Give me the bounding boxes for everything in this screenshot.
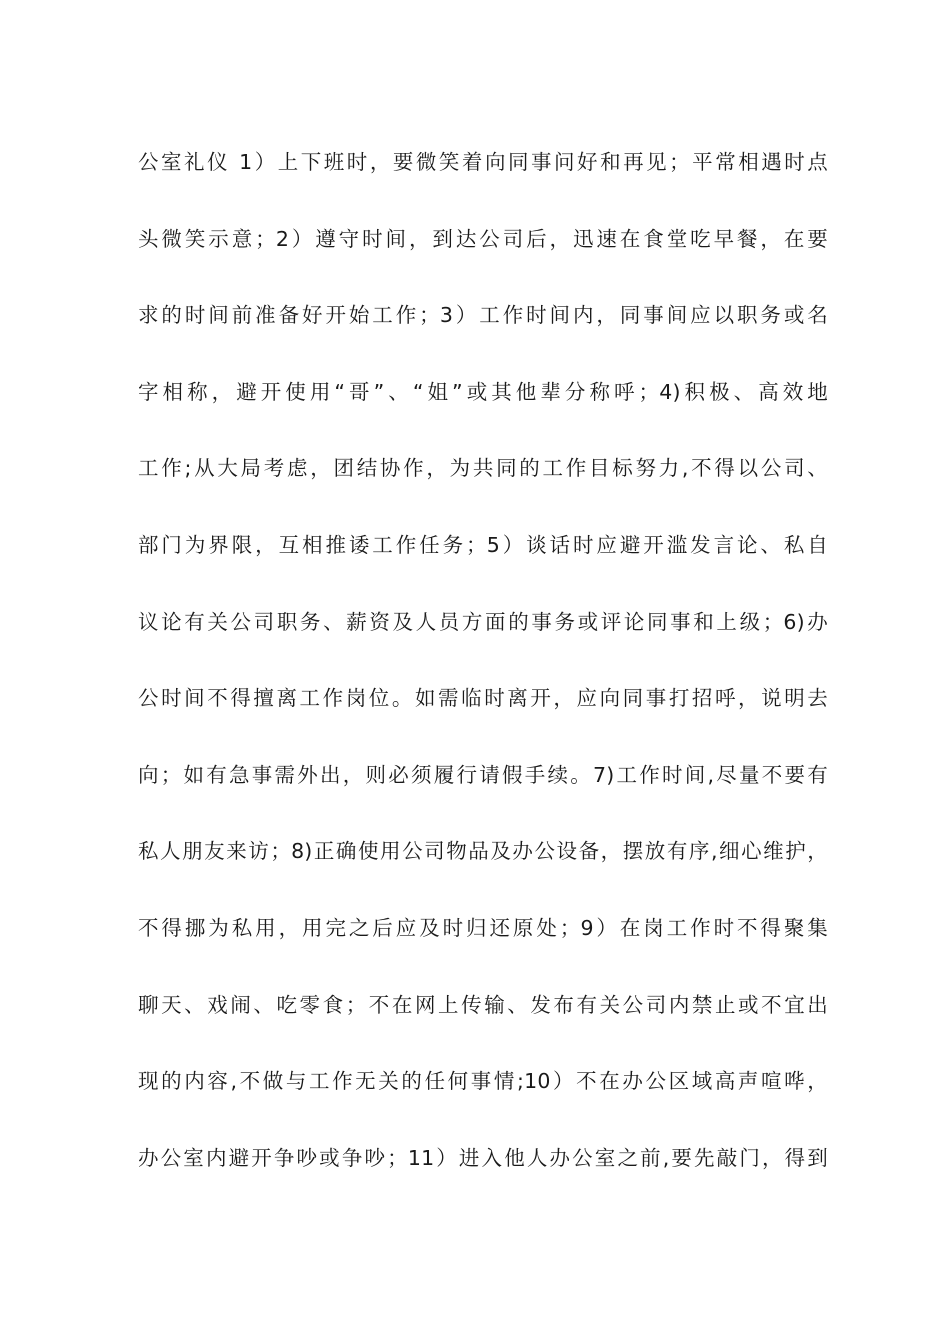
body-text (138, 141, 828, 1213)
text-line: 现的内容,不做与工作无关的任何事情;10）不在办公区域高声喧哗， (138, 1069, 828, 1094)
text-line: 不得挪为私用，用完之后应及时归还原处；9）在岗工作时不得聚集 (138, 915, 828, 940)
text-line: 办公室内避开争吵或争吵；11）进入他人办公室之前,要先敲门，得到 (138, 1145, 828, 1170)
text-line: 公时间不得擅离工作岗位。如需临时离开，应向同事打招呼，说明去 (138, 686, 828, 711)
text-line: 求的时间前准备好开始工作；3）工作时间内，同事间应以职务或名 (138, 303, 828, 328)
text-line: 字相称，避开使用“哥”、“姐”或其他辈分称呼；4)积极、高效地 (138, 379, 828, 404)
text-line: 向；如有急事需外出，则必须履行请假手续。7)工作时间,尽量不要有 (138, 762, 828, 787)
text-line: 头微笑示意；2）遵守时间，到达公司后，迅速在食堂吃早餐，在要 (138, 226, 828, 251)
text-line: 部门为界限，互相推诿工作任务；5）谈话时应避开滥发言论、私自 (138, 532, 828, 557)
text-line: 工作;从大局考虑，团结协作，为共同的工作目标努力,不得以公司、 (138, 456, 828, 481)
text-line: 议论有关公司职务、薪资及人员方面的事务或评论同事和上级；6)办 (138, 609, 828, 634)
text-line: 聊天、戏闹、吃零食；不在网上传输、发布有关公司内禁止或不宜出 (138, 992, 828, 1017)
text-line: 公室礼仪 1）上下班时，要微笑着向同事问好和再见；平常相遇时点 (138, 150, 828, 174)
text-line: 私人朋友来访；8)正确使用公司物品及办公设备，摆放有序,细心维护， (138, 839, 828, 864)
